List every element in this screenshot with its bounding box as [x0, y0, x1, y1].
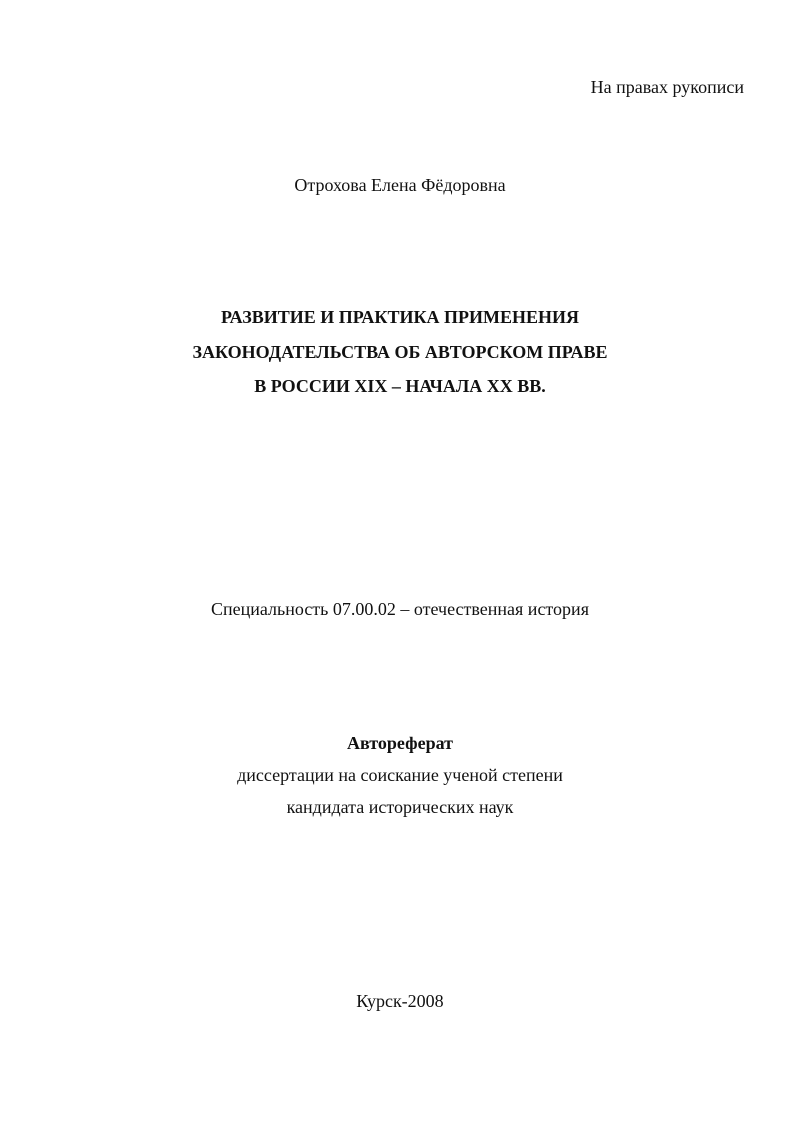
title-line-1: РАЗВИТИЕ И ПРАКТИКА ПРИМЕНЕНИЯ	[220, 307, 580, 327]
abstract-line-2: кандидата исторических наук	[286, 797, 514, 817]
specialty: Специальность 07.00.02 – отечественная история	[211, 599, 589, 619]
rights-note: На правах рукописи	[590, 77, 744, 97]
author-name: Отрохова Елена Фёдоровна	[294, 175, 506, 195]
title-line-3: В РОССИИ XIX – НАЧАЛА XX ВВ.	[254, 376, 546, 396]
abstract-line-1: диссертации на соискание ученой степени	[237, 765, 563, 785]
title-line-2: ЗАКОНОДАТЕЛЬСТВА ОБ АВТОРСКОМ ПРАВЕ	[192, 342, 608, 362]
place-year: Курск-2008	[356, 991, 444, 1011]
abstract-heading: Автореферат	[347, 733, 453, 753]
